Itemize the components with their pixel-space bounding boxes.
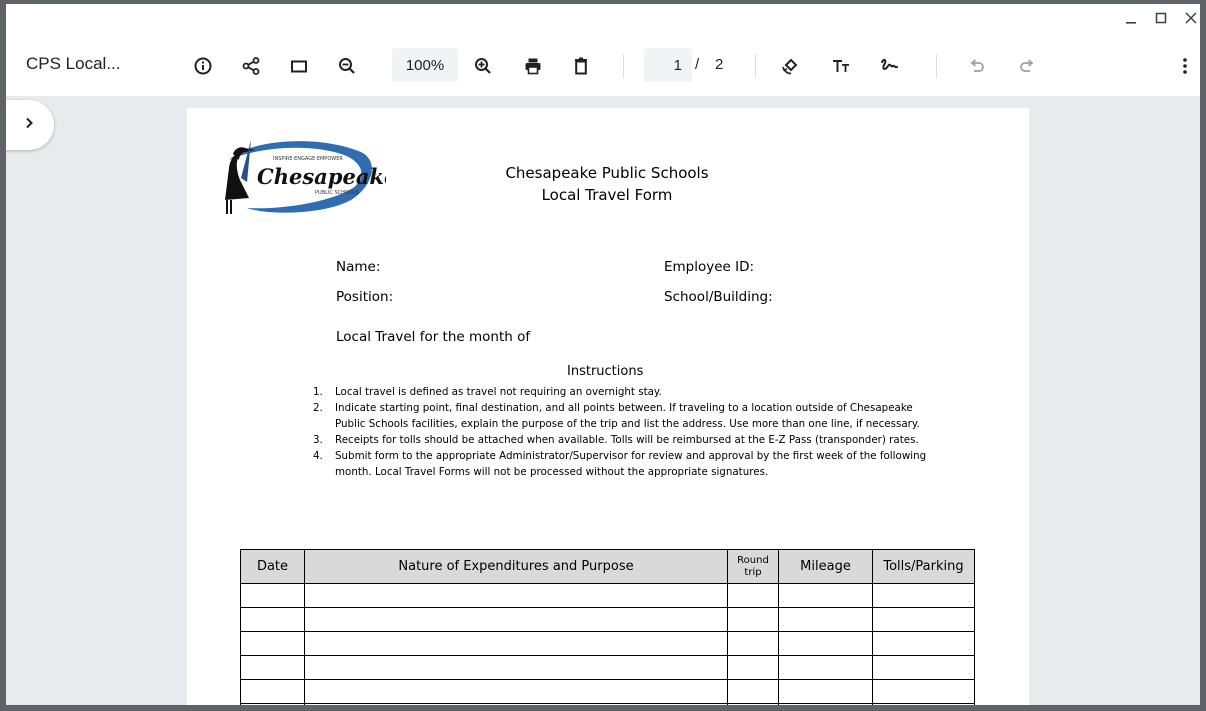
logo-sub: PUBLIC SCHOOLS: [315, 190, 359, 196]
table-cell[interactable]: [779, 584, 873, 608]
instruction-number: 4.: [313, 450, 323, 462]
title-bar: [6, 4, 1200, 36]
sidebar-toggle-button[interactable]: [0, 100, 54, 150]
form-heading: [467, 162, 747, 206]
table-cell[interactable]: [728, 704, 779, 711]
table-header-row: [241, 550, 975, 584]
column-header-date: Date: [241, 550, 305, 584]
table-cell[interactable]: [779, 608, 873, 632]
close-icon[interactable]: [1178, 6, 1204, 30]
table-cell[interactable]: [873, 608, 975, 632]
pdf-toolbar: [6, 36, 1200, 96]
table-cell[interactable]: [241, 632, 305, 656]
page-number-input[interactable]: 1: [644, 48, 692, 82]
table-cell[interactable]: [873, 632, 975, 656]
table-row: [241, 704, 975, 711]
minimize-icon[interactable]: [1118, 6, 1144, 30]
instruction-number: 3.: [313, 434, 323, 446]
table-cell[interactable]: [305, 584, 728, 608]
pdf-page: [187, 108, 1029, 711]
page-total: 2: [715, 56, 724, 73]
table-row: [241, 680, 975, 704]
more-options-icon[interactable]: [1170, 52, 1200, 80]
table-cell[interactable]: [779, 704, 873, 711]
table-cell[interactable]: [728, 656, 779, 680]
chevron-right-icon: [22, 116, 36, 135]
position-label: Position:: [336, 289, 394, 305]
table-row: [241, 656, 975, 680]
table-cell[interactable]: [728, 632, 779, 656]
table-cell[interactable]: [305, 656, 728, 680]
logo-tagline: INSPIRE·ENGAGE·EMPOWER: [273, 156, 343, 162]
instruction-text: Submit form to the appropriate Administrator/Supervisor for review and approval by the first week of the following month. Local Travel Forms will not be processed without the appropriate signatures.: [335, 450, 927, 478]
redo-icon[interactable]: [1012, 52, 1042, 80]
table-cell[interactable]: [873, 656, 975, 680]
table-cell[interactable]: [241, 608, 305, 632]
school-building-label: School/Building:: [664, 289, 773, 305]
zoom-level-input[interactable]: 100%: [392, 48, 458, 82]
travel-table: [240, 549, 975, 711]
table-cell[interactable]: [728, 680, 779, 704]
table-cell[interactable]: [873, 704, 975, 711]
table-cell[interactable]: [779, 632, 873, 656]
delete-icon[interactable]: [566, 52, 596, 80]
zoom-in-icon[interactable]: [468, 52, 498, 80]
table-cell[interactable]: [779, 680, 873, 704]
table-cell[interactable]: [305, 680, 728, 704]
info-icon[interactable]: [188, 52, 218, 80]
maximize-icon[interactable]: [1148, 6, 1174, 30]
column-header-tolls: Tolls/Parking: [873, 550, 975, 584]
form-heading-line: Chesapeake Public Schools: [505, 164, 709, 182]
instructions-title: Instructions: [567, 364, 644, 379]
fit-page-icon[interactable]: [284, 52, 314, 80]
instruction-text: Local travel is defined as travel not requiring an overnight stay.: [335, 386, 662, 398]
document-title: CPS Local...: [26, 54, 121, 73]
instruction-number: 2.: [313, 402, 323, 414]
zoom-out-icon[interactable]: [332, 52, 362, 80]
page-separator: /: [695, 56, 700, 73]
table-cell[interactable]: [241, 704, 305, 711]
text-annotate-icon[interactable]: [826, 52, 856, 80]
table-cell[interactable]: [241, 680, 305, 704]
column-header-purpose: Nature of Expenditures and Purpose: [305, 550, 728, 584]
toolbar-divider: [755, 54, 756, 78]
table-row: [241, 632, 975, 656]
table-cell[interactable]: [305, 632, 728, 656]
rotate-icon[interactable]: [776, 52, 806, 80]
column-header-mileage: Mileage: [779, 550, 873, 584]
instruction-item: [305, 432, 945, 448]
print-icon[interactable]: [518, 52, 548, 80]
table-row: [241, 584, 975, 608]
form-heading-line: Local Travel Form: [541, 186, 673, 204]
table-cell[interactable]: [873, 680, 975, 704]
instruction-number: 1.: [313, 386, 323, 398]
table-cell[interactable]: [779, 656, 873, 680]
instructions-list: [305, 384, 945, 480]
instruction-item: [305, 384, 945, 400]
instruction-item: [305, 400, 945, 432]
column-header-round-trip: Round trip: [728, 550, 779, 584]
table-row: [241, 608, 975, 632]
logo-brand: Chesapeake: [257, 164, 386, 189]
table-cell[interactable]: [305, 704, 728, 711]
share-icon[interactable]: [236, 52, 266, 80]
name-label: Name:: [336, 259, 381, 275]
undo-icon[interactable]: [962, 52, 992, 80]
toolbar-divider: [623, 54, 624, 78]
table-cell[interactable]: [873, 584, 975, 608]
instruction-item: [305, 448, 945, 480]
instruction-text: Receipts for tolls should be attached when available. Tolls will be reimbursed at the E-Z Pass (transponder) rates.: [335, 434, 919, 446]
table-cell[interactable]: [728, 584, 779, 608]
school-logo: [211, 130, 386, 216]
table-cell[interactable]: [241, 584, 305, 608]
table-cell[interactable]: [728, 608, 779, 632]
instruction-text: Indicate starting point, final destination, and all points between. If traveling to a location outside of Chesapeake Public Schools facilities, explain the purpose of the trip and list the address. Use more than one line, if necessary.: [335, 402, 920, 430]
table-cell[interactable]: [241, 656, 305, 680]
table-cell[interactable]: [305, 608, 728, 632]
employee-id-label: Employee ID:: [664, 259, 755, 275]
travel-month-label: Local Travel for the month of: [336, 329, 531, 345]
toolbar-divider: [936, 54, 937, 78]
draw-icon[interactable]: [874, 52, 904, 80]
